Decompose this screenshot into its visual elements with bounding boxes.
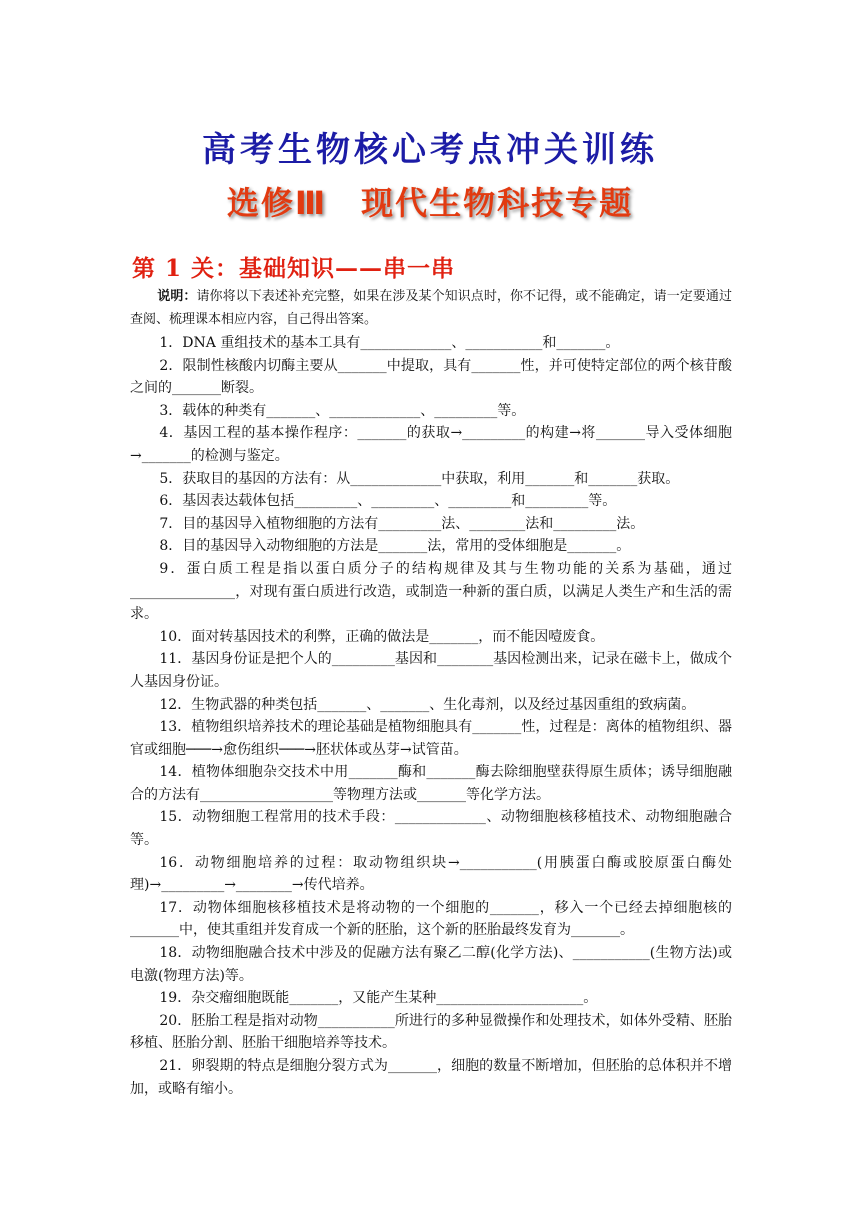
question-item: 3．载体的种类有_______、_____________、_________等。 (159, 402, 526, 419)
question-item: 5．获取目的基因的方法有：从_____________中获取，利用_______和_______获取。 (159, 470, 680, 487)
question-item: 21．卵裂期的特点是细胞分裂方式为_______，细胞的数量不断增加，但胚胎的总体积并不增加，或略有缩小。 (130, 1058, 732, 1097)
document-subtitle: 选修Ⅲ 现代生物科技专题 (226, 184, 634, 222)
question-item: 7．目的基因导入植物细胞的方法有_________法、________法和_________法。 (159, 515, 645, 532)
question-item: 17．动物体细胞核移植技术是将动物的一个细胞的_______，移入一个已经去掉细胞核的_______中，使其重组并发育成一个新的胚胎，这个新的胚胎最终发育为_______。 (130, 899, 732, 939)
question-item: 19．杂交瘤细胞既能_______，又能产生某种_____________________。 (159, 990, 598, 1007)
instructions-label: 说明： (157, 289, 197, 304)
question-item: 20．胚胎工程是指对动物___________所进行的多种显微操作和处理技术，如体外受精、胚胎移植、胚胎分割、胚胎干细胞培养等技术。 (130, 1012, 732, 1052)
document-title: 高考生物核心考点冲关训练 (202, 130, 658, 170)
question-item: 10．面对转基因技术的利弊，正确的做法是_______，而不能因噎废食。 (159, 628, 605, 645)
question-item: 18．动物细胞融合技术中涉及的促融方法有聚乙二醇(化学方法)、___________(生物方法)或电激(物理方法)等。 (130, 945, 732, 984)
instructions (130, 285, 732, 331)
section-heading: 第 1 关：基础知识——串一串 (132, 255, 456, 282)
question-item: 16．动物细胞培养的过程：取动物组织块→___________(用胰蛋白酶或胶原蛋白酶处理)→_________→________→传代培养。 (130, 854, 732, 894)
question-item: 9．蛋白质工程是指以蛋白质分子的结构规律及其与生物功能的关系为基础，通过_______________，对现有蛋白质进行改造，或制造一种新的蛋白质，以满足人类生产和生活的需求。 (130, 560, 732, 623)
question-item: 1．DNA 重组技术的基本工具有_____________、___________和_______。 (159, 335, 620, 351)
question-item: 12．生物武器的种类包括_______、_______、生化毒剂，以及经过基因重组的致病菌。 (159, 696, 696, 713)
question-item: 13．植物组织培养技术的理论基础是植物细胞具有_______性，过程是：离体的植物组织、器官或细胞───→愈伤组织───→胚状体或丛芽→试管苗。 (130, 719, 732, 758)
question-item: 4．基因工程的基本操作程序：_______的获取→_________的构建→将_______导入受体细胞→_______的检测与鉴定。 (130, 425, 732, 464)
instructions-text: 请你将以下表述补充完整，如果在涉及某个知识点时，你不记得，或不能确定，请一定要通过查阅、梳理课本相应内容，自己得出答案。 (130, 289, 732, 327)
question-item: 8．目的基因导入动物细胞的方法是_______法，常用的受体细胞是_______。 (159, 538, 631, 555)
question-item: 11．基因身份证是把个人的_________基因和________基因检测出来，记录在磁卡上，做成个人基因身份证。 (130, 651, 732, 690)
question-item: 14．植物体细胞杂交技术中用_______酶和_______酶去除细胞壁获得原生质体；诱导细胞融合的方法有___________________等物理方法或_______等化学方法。 (130, 764, 732, 803)
question-list (130, 285, 732, 1100)
question-item: 2．限制性核酸内切酶主要从_______中提取，具有_______性，并可使特定部位的两个核苷酸之间的_______断裂。 (130, 357, 732, 397)
question-item: 6．基因表达载体包括_________、_________、_________和_________等。 (159, 493, 617, 510)
question-item: 15．动物细胞工程常用的技术手段：_____________、动物细胞核移植技术、动物细胞融合等。 (130, 809, 732, 849)
